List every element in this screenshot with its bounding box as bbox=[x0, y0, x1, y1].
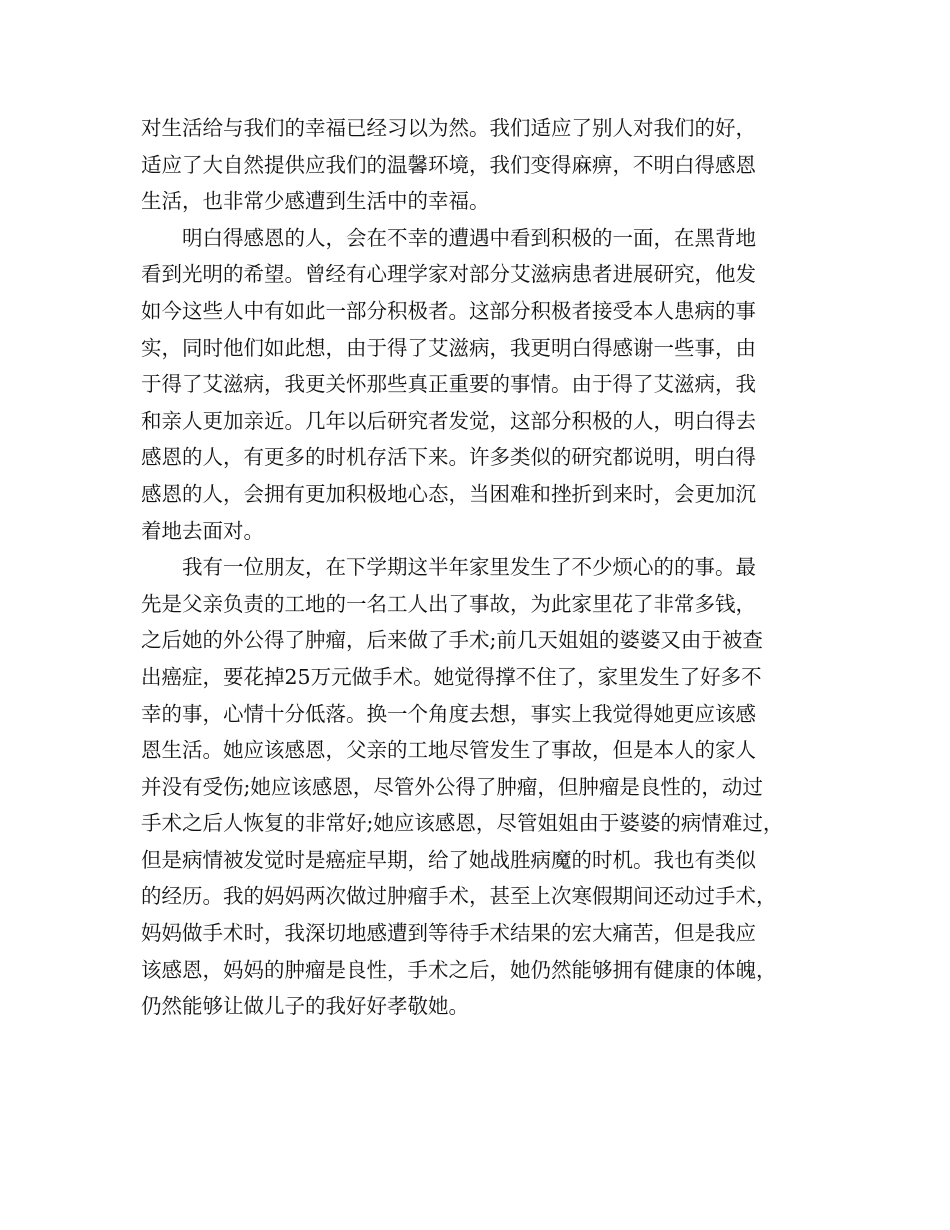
text-line: 于得了艾滋病，我更关怀那些真正重要的事情。由于得了艾滋病，我 bbox=[141, 372, 756, 397]
text-line: 看到光明的希望。曾经有心理学家对部分艾滋病患者进展研究，他发 bbox=[141, 262, 756, 287]
text-line: 妈妈做手术时，我深切地感遭到等待手术结果的宏大痛苦，但是我应 bbox=[141, 921, 756, 946]
text-line: 仍然能够让做儿子的我好好孝敬她。 bbox=[141, 994, 469, 1019]
text-line: 之后她的外公得了肿瘤，后来做了手术;前几天姐姐的婆婆又由于被查 bbox=[141, 628, 763, 653]
text-line: 但是病情被发觉时是癌症早期，给了她战胜病魔的时机。我也有类似 bbox=[141, 847, 756, 872]
text-line: 我有一位朋友，在下学期这半年家里发生了不少烦心的的事。最 bbox=[141, 555, 756, 580]
text-line: 幸的事，心情十分低落。换一个角度去想，事实上我觉得她更应该感 bbox=[141, 701, 756, 726]
text-line: 生活，也非常少感遭到生活中的幸福。 bbox=[141, 189, 490, 214]
text-line: 对生活给与我们的幸福已经习以为然。我们适应了别人对我们的好， bbox=[141, 116, 756, 140]
text-line: 该感恩，妈妈的肿瘤是良性，手术之后，她仍然能够拥有健康的体魄， bbox=[141, 957, 777, 982]
paragraph-3 bbox=[141, 549, 831, 1025]
document-body bbox=[141, 110, 831, 1025]
text-line: 着地去面对。 bbox=[141, 518, 264, 543]
text-line: 出癌症，要花掉25万元做手术。她觉得撑不住了，家里发生了好多不 bbox=[141, 664, 762, 689]
text-line: 实，同时他们如此想，由于得了艾滋病，我更明白得感谢一些事，由 bbox=[141, 335, 756, 360]
text-line: 感恩的人，有更多的时机存活下来。许多类似的研究都说明，明白得 bbox=[141, 445, 756, 470]
text-line: 的经历。我的妈妈两次做过肿瘤手术，甚至上次寒假期间还动过手术， bbox=[141, 884, 777, 909]
text-line: 和亲人更加亲近。几年以后研究者发觉，这部分积极的人，明白得去 bbox=[141, 408, 756, 433]
text-line: 明白得感恩的人，会在不幸的遭遇中看到积极的一面，在黑背地 bbox=[141, 225, 756, 250]
paragraph-1 bbox=[141, 110, 831, 220]
text-line: 如今这些人中有如此一部分积极者。这部分积极者接受本人患病的事 bbox=[141, 298, 756, 323]
paragraph-2 bbox=[141, 220, 831, 549]
text-line: 手术之后人恢复的非常好;她应该感恩，尽管姐姐由于婆婆的病情难过， bbox=[141, 811, 784, 836]
text-line: 先是父亲负责的工地的一名工人出了事故，为此家里花了非常多钱， bbox=[141, 591, 756, 616]
text-line: 适应了大自然提供应我们的温馨环境，我们变得麻痹，不明白得感恩 bbox=[141, 152, 756, 177]
text-line: 恩生活。她应该感恩，父亲的工地尽管发生了事故，但是本人的家人 bbox=[141, 738, 756, 763]
text-line: 感恩的人，会拥有更加积极地心态，当困难和挫折到来时，会更加沉 bbox=[141, 481, 756, 506]
text-line: 并没有受伤;她应该感恩，尽管外公得了肿瘤，但肿瘤是良性的，动过 bbox=[141, 774, 763, 799]
